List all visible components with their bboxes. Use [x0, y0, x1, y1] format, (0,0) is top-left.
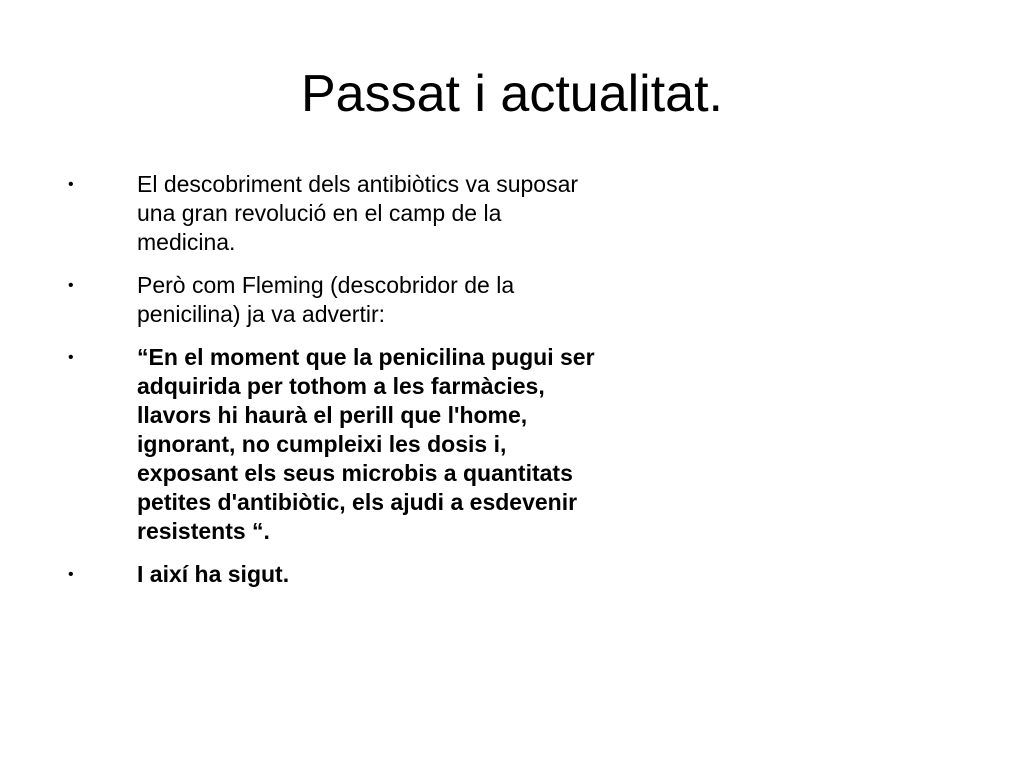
bullet-list	[0, 170, 1024, 603]
bullet-item	[0, 271, 1024, 329]
bullet-text: El descobriment dels antibiòtics va suposar una gran revolució en el camp de la medicina.	[137, 171, 579, 255]
fleming-quote: “En el moment que la penicilina pugui ser adquirida per tothom a les farmàcies, llavors hi haurà el perill que l'home, ignorant, no cumpleixi les dosis i, exposant els seus microbis a quantitats petites d'antibiòtic, els ajudi a esdevenir resistents “.	[137, 344, 595, 544]
slide-title: Passat i actualitat.	[301, 65, 723, 123]
bullet-item	[0, 170, 1024, 257]
bullet-item	[0, 343, 1024, 546]
bullet-dot-icon: •	[68, 277, 74, 294]
conclusion-text: I així ha sigut.	[137, 561, 290, 587]
bullet-item	[0, 560, 1024, 589]
bullet-dot-icon: •	[68, 566, 74, 583]
bullet-dot-icon: •	[68, 176, 74, 193]
bullet-dot-icon: •	[68, 349, 74, 366]
bullet-text: Però com Fleming (descobridor de la penicilina) ja va advertir:	[137, 272, 515, 327]
